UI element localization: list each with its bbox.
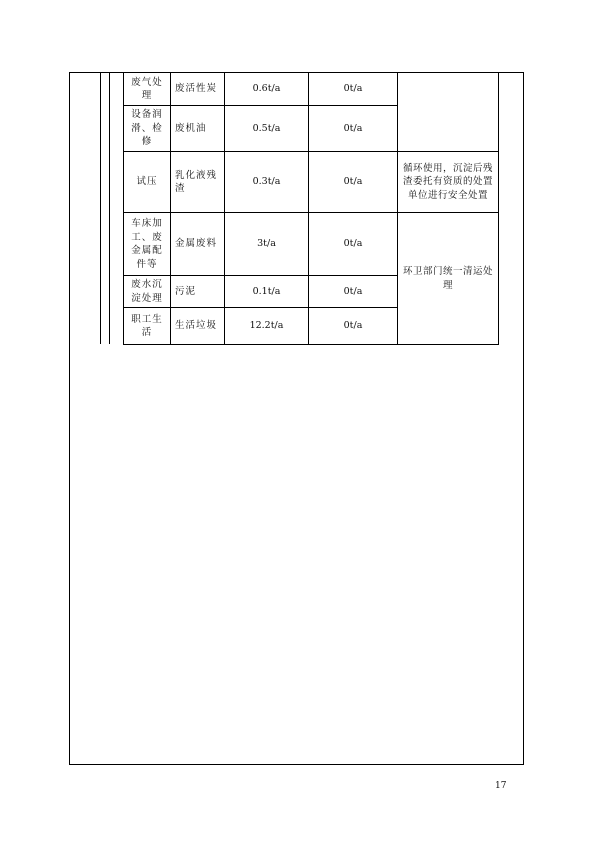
source-cell: 设备润滑、检修 [124,106,171,152]
waste-name-cell: 生活垃圾 [171,308,225,345]
produced-cell: 0.5t/a [225,106,309,152]
waste-name-cell: 废机油 [171,106,225,152]
measure-cell-empty [398,73,499,152]
table-row [124,73,499,106]
source-cell: 职工生活 [124,308,171,345]
discharged-cell: 0t/a [309,106,398,152]
produced-cell: 12.2t/a [225,308,309,345]
measure-cell-emulsion: 循环使用，沉淀后残渣委托有资质的处置单位进行安全处置 [398,152,499,213]
waste-name-cell: 乳化液残渣 [171,152,225,213]
source-cell: 车床加工、废金属配件等 [124,213,171,276]
produced-cell: 3t/a [225,213,309,276]
left-column-lines [100,72,110,344]
waste-name-cell: 金属废料 [171,213,225,276]
discharged-cell: 0t/a [309,276,398,308]
produced-cell: 0.6t/a [225,73,309,106]
solid-waste-table [123,72,499,345]
source-cell: 废气处理 [124,73,171,106]
source-cell: 试压 [124,152,171,213]
table-row [124,152,499,213]
discharged-cell: 0t/a [309,152,398,213]
produced-cell: 0.3t/a [225,152,309,213]
measure-cell-sanitation: 环卫部门统一清运处理 [398,213,499,345]
discharged-cell: 0t/a [309,213,398,276]
source-cell: 废水沉淀处理 [124,276,171,308]
produced-cell: 0.1t/a [225,276,309,308]
page-number: 17 [495,781,507,791]
waste-name-cell: 污泥 [171,276,225,308]
discharged-cell: 0t/a [309,73,398,106]
discharged-cell: 0t/a [309,308,398,345]
table-row [124,213,499,276]
waste-name-cell: 废活性炭 [171,73,225,106]
